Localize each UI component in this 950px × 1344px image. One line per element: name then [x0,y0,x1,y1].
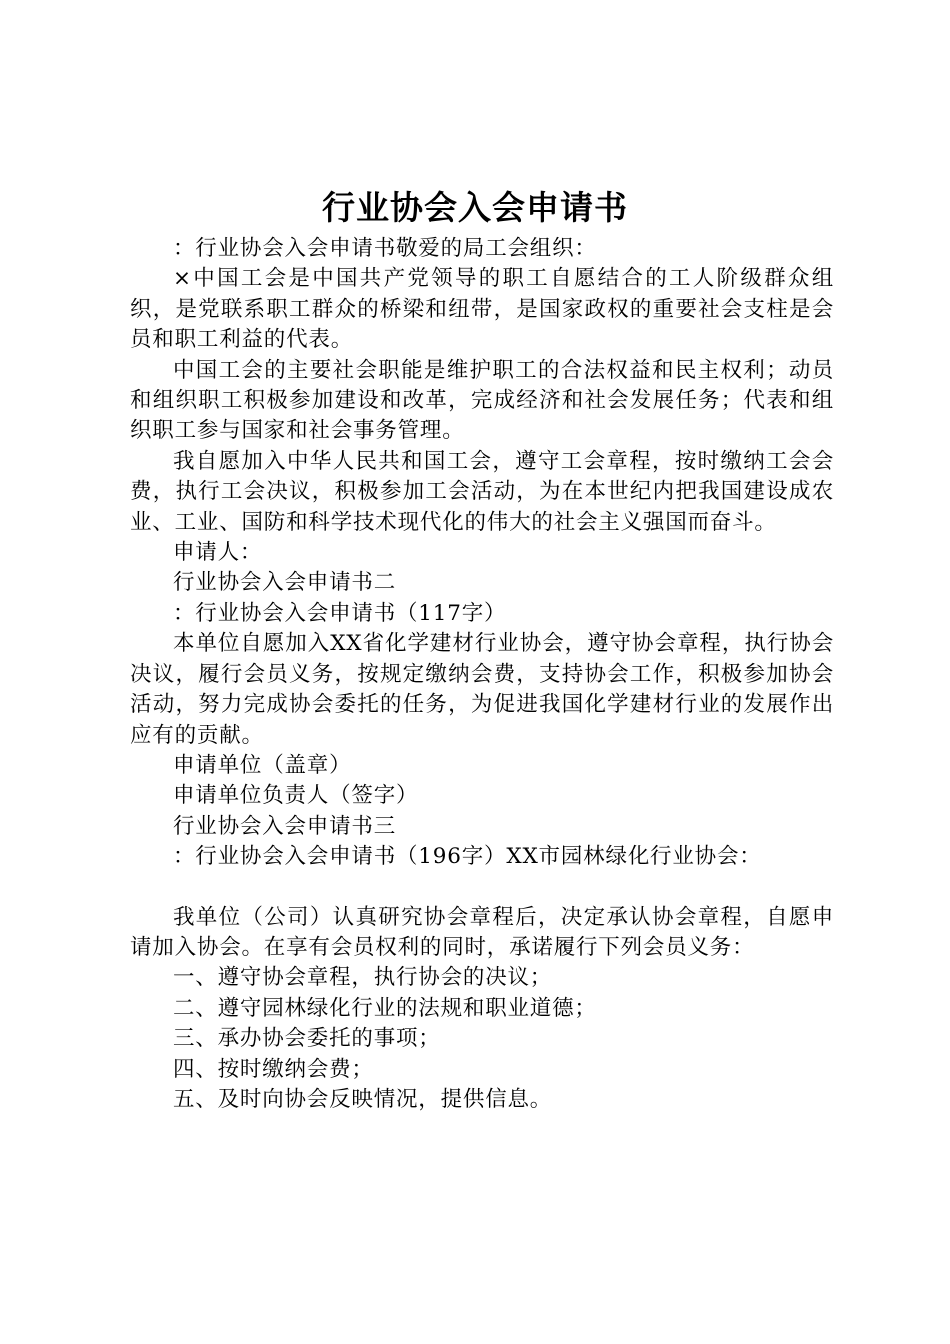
obligation-item-5: 五、及时向协会反映情况，提供信息。 [173,1086,553,1112]
section-heading-two: 行业协会入会申请书二 [173,570,397,596]
applicant-unit-signature: 申请单位负责人（签字） [173,783,419,809]
obligation-item-1: 一、遵守协会章程，执行协会的决议； [173,965,553,991]
obligation-item-2: 二、遵守园林绿化行业的法规和职业道德； [173,995,597,1021]
document-title: 行业协会入会申请书 [322,188,628,227]
obligation-item-3: 三、承办协会委托的事项； [173,1026,441,1052]
section-heading-three: 行业协会入会申请书三 [173,813,397,839]
spacer [130,873,834,903]
paragraph-salutation: ：行业协会入会申请书敬爱的局工会组织： [173,236,597,261]
paragraph-pledge: 我自愿加入中华人民共和国工会，遵守工会章程，按时缴纳工会会费，执行工会决议，积极参加工会活动，为在本世纪内把我国建设成农业、工业、国防和科学技术现代化的伟大的社会主义强国而奋斗。 [130,448,834,535]
paragraph-subtitle-two: ：行业协会入会申请书（117字） [173,600,507,626]
document-body [130,234,834,1115]
paragraph-union-functions: 中国工会的主要社会职能是维护职工的合法权益和民主权利；动员和组织职工积极参加建设和改革，完成经济和社会发展任务；代表和组织职工参与国家和社会事务管理。 [130,357,834,444]
applicant-label: 申请人： [173,540,263,566]
paragraph-subtitle-three: ：行业协会入会申请书（196字）XX市园林绿化行业协会： [173,844,762,870]
obligation-item-4: 四、按时缴纳会费； [173,1056,374,1082]
paragraph-association-pledge: 本单位自愿加入XX省化学建材行业协会，遵守协会章程，执行协会决议，履行会员义务，按规定缴纳会费，支持协会工作，积极参加协会活动，努力完成协会委托的任务，为促进我国化学建材行业的发展作出应有的贡献。 [130,631,834,748]
paragraph-member-commitment: 我单位（公司）认真研究协会章程后，决定承认协会章程，自愿申请加入协会。在享有会员权利的同时，承诺履行下列会员义务： [130,904,834,960]
paragraph-union-definition: ×中国工会是中国共产党领导的职工自愿结合的工人阶级群众组织，是党联系职工群众的桥梁和纽带，是国家政权的重要社会支柱是会员和职工利益的代表。 [130,266,834,353]
applicant-unit-seal: 申请单位（盖章） [173,752,352,778]
